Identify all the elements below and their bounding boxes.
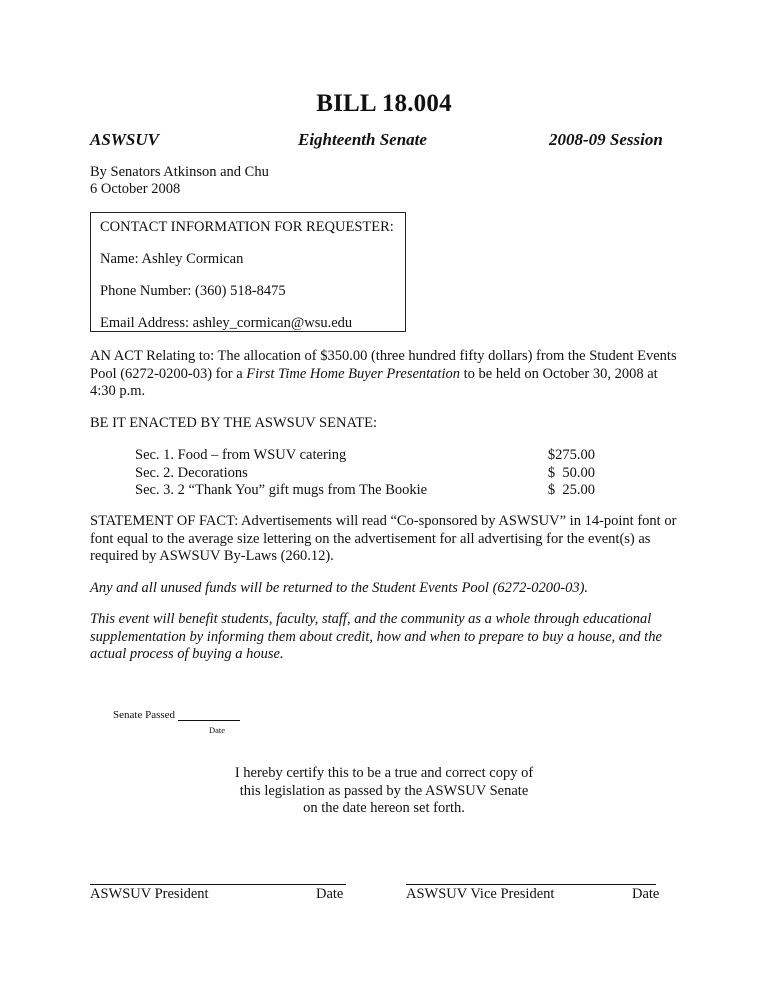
certify-line: this legislation as passed by the ASWSUV Senate xyxy=(239,782,529,799)
sections-list xyxy=(135,447,595,500)
section-label: Sec. 2. Decorations xyxy=(135,464,248,481)
section-row xyxy=(135,482,595,500)
vice-president-label: ASWSUV Vice President xyxy=(406,886,555,902)
senate-passed-label: Senate Passed xyxy=(113,709,176,721)
section-row xyxy=(135,447,595,465)
bill-date: 6 October 2008 xyxy=(90,181,181,197)
senate-passed-date-label: Date xyxy=(209,725,226,735)
vice-president-date-label: Date xyxy=(632,886,660,902)
act-text-pre: AN ACT Relating to: The allocation of $350.00 (three hundred fifty dollars) from the Student Events Pool (6272-0200-03) for a xyxy=(90,348,677,382)
contact-box xyxy=(90,212,406,332)
section-label: Sec. 1. Food – from WSUV catering xyxy=(135,447,347,463)
act-text-post: to be held on October 30, 2008 at 4:30 p.m. xyxy=(90,365,658,399)
act-event-name: First Time Home Buyer Presentation xyxy=(246,365,460,382)
president-signature-line xyxy=(90,884,346,885)
enacted-clause: BE IT ENACTED BY THE ASWSUV SENATE: xyxy=(90,415,378,431)
senate-name: Eighteenth Senate xyxy=(298,130,427,149)
president-date-label: Date xyxy=(316,886,344,902)
contact-heading: CONTACT INFORMATION FOR REQUESTER: xyxy=(100,219,394,235)
section-amount: $275.00 xyxy=(547,447,595,463)
session-name: 2008-09 Session xyxy=(549,130,663,149)
senate-passed-line xyxy=(178,710,240,721)
certify-line: I hereby certify this to be a true and correct copy of xyxy=(234,765,534,781)
bill-title: BILL 18.004 xyxy=(316,90,452,117)
contact-email: Email Address: ashley_cormican@wsu.edu xyxy=(100,315,353,331)
section-label: Sec. 3. 2 “Thank You” gift mugs from The Bookie xyxy=(135,482,428,498)
unused-funds-note: Any and all unused funds will be returned to the Student Events Pool (6272-0200-03). xyxy=(90,580,589,596)
org-name: ASWSUV xyxy=(90,130,159,149)
vice-president-signature-line xyxy=(406,884,656,885)
act-paragraph xyxy=(90,348,680,401)
contact-name: Name: Ashley Cormican xyxy=(100,251,244,267)
byline xyxy=(90,164,269,198)
president-label: ASWSUV President xyxy=(90,886,209,902)
sponsors: By Senators Atkinson and Chu xyxy=(90,164,269,180)
section-row xyxy=(135,465,595,483)
section-amount: $ 50.00 xyxy=(547,464,595,481)
senate-passed xyxy=(113,709,240,721)
section-amount: $ 25.00 xyxy=(547,482,595,498)
benefit-statement: This event will benefit students, faculty, staff, and the community as a whole through educational supplementation by informing them about credit, how and when to prepare to buy a house, and the actual process of buying a house. xyxy=(90,611,662,662)
certification xyxy=(184,765,584,818)
statement-of-fact: STATEMENT OF FACT: Advertisements will read “Co-sponsored by ASWSUV” in 14-point font or font equal to the average size lettering on the advertisement for all advertising for the event(s) as required by ASWSUV By-Laws (260.12). xyxy=(90,513,677,564)
certify-line: on the date hereon set forth. xyxy=(303,800,465,816)
contact-phone: Phone Number: (360) 518-8475 xyxy=(100,283,286,299)
